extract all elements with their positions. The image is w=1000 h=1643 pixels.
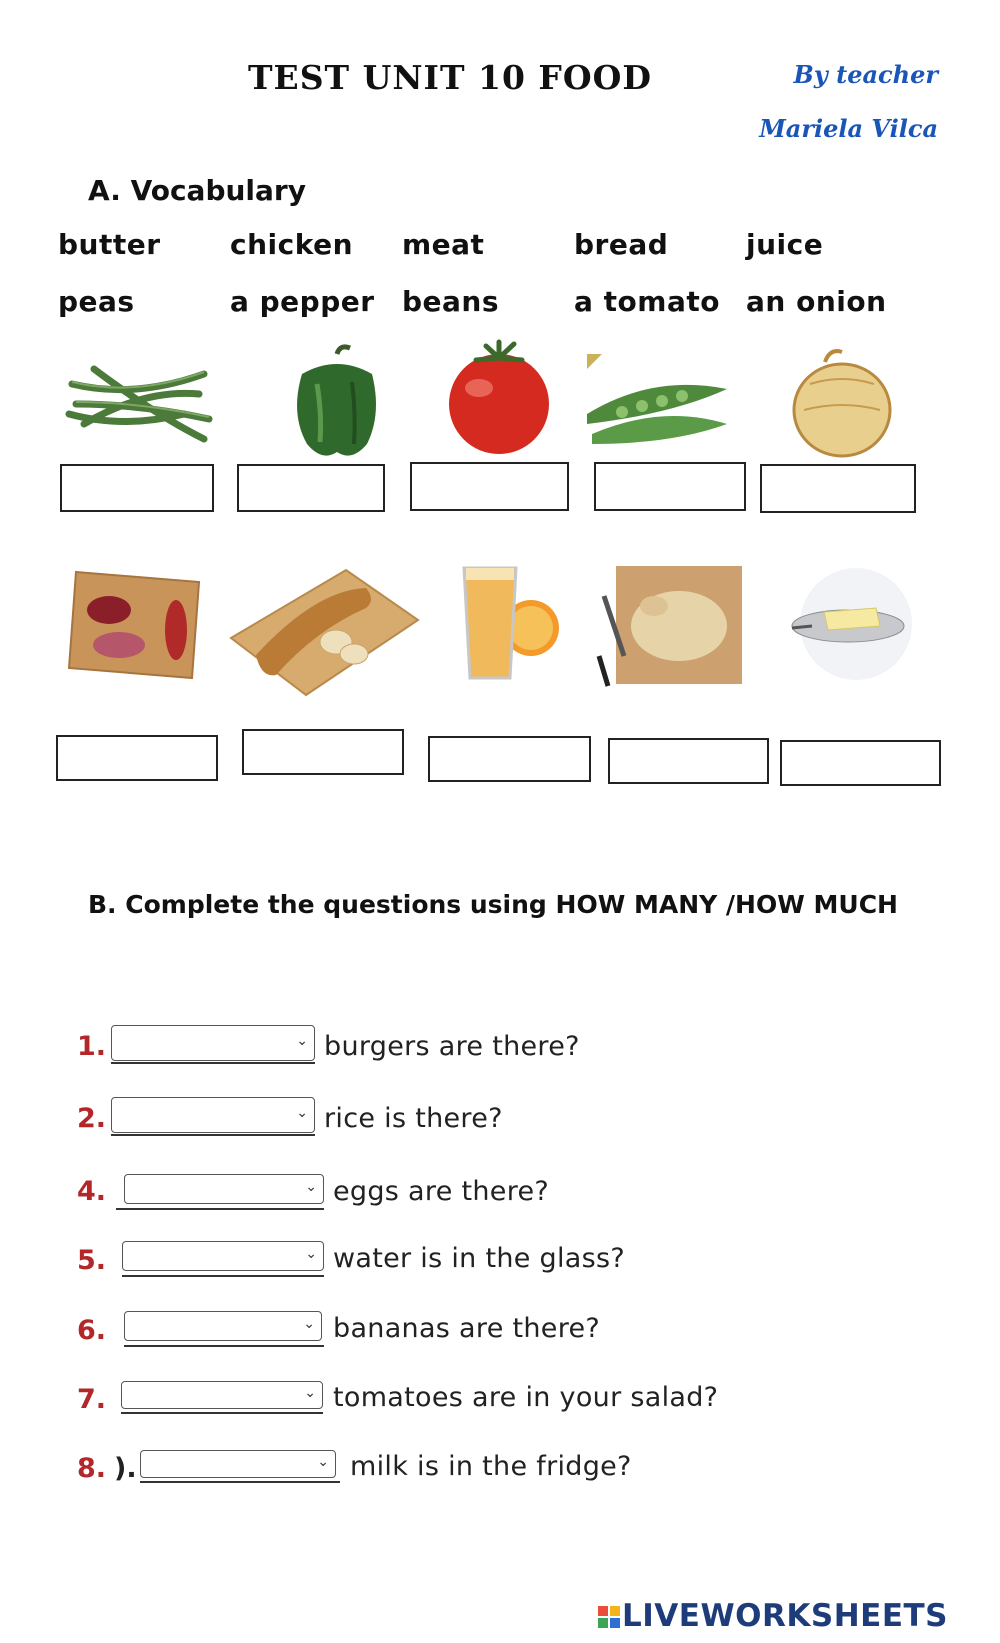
chicken-icon [594, 556, 744, 691]
question-number: 8. [77, 1453, 107, 1484]
bread-icon [226, 560, 422, 700]
question-text: rice is there? [324, 1103, 503, 1134]
answer-underline [111, 1062, 315, 1064]
word-a-pepper: a pepper [230, 285, 375, 318]
chevron-down-icon: ⌄ [317, 1454, 329, 1470]
answer-box-pepper[interactable] [237, 464, 385, 512]
word-peas: peas [58, 285, 135, 318]
word-meat: meat [402, 228, 485, 261]
word-an-onion: an onion [746, 285, 887, 318]
answer-underline [122, 1275, 324, 1277]
answer-dropdown-8[interactable] [140, 1450, 336, 1478]
answer-underline [124, 1345, 324, 1347]
chevron-down-icon: ⌄ [304, 1385, 316, 1401]
answer-box-butter[interactable] [780, 740, 941, 786]
author-line-2: Mariela Vilca [759, 114, 938, 143]
answer-box-juice[interactable] [428, 736, 591, 782]
word-butter: butter [58, 228, 161, 261]
question-text: tomatoes are in your salad? [333, 1382, 719, 1413]
question-text: milk is in the fridge? [350, 1451, 632, 1482]
question-number: 6. [77, 1315, 107, 1346]
answer-box-meat[interactable] [56, 735, 218, 781]
green-pepper-icon [262, 344, 412, 464]
question-text: bananas are there? [333, 1313, 601, 1344]
answer-box-onion[interactable] [760, 464, 916, 513]
answer-underline [116, 1208, 324, 1210]
tomato-icon [424, 338, 574, 458]
question-number: 1. [77, 1031, 107, 1062]
chevron-down-icon: ⌄ [296, 1033, 308, 1049]
author-line-1: By teacher [793, 60, 938, 89]
question-number: 2. [77, 1103, 107, 1134]
section-a-heading: A. Vocabulary [88, 174, 306, 207]
juice-icon [446, 560, 564, 690]
answer-dropdown-5[interactable] [122, 1241, 324, 1271]
answer-box-bread[interactable] [242, 729, 404, 775]
chevron-down-icon: ⌄ [305, 1246, 317, 1262]
answer-box-green-beans[interactable] [60, 464, 214, 512]
word-juice: juice [746, 228, 824, 261]
chevron-down-icon: ⌄ [303, 1316, 315, 1332]
answer-dropdown-4[interactable] [124, 1174, 324, 1204]
question-prefix: ). [114, 1453, 137, 1484]
meat-icon [64, 560, 204, 690]
liveworksheets-mark-icon [598, 1606, 620, 1628]
answer-dropdown-6[interactable] [124, 1311, 322, 1341]
word-chicken: chicken [230, 228, 354, 261]
section-b-heading: B. Complete the questions using HOW MANY /HOW MUCH [88, 890, 898, 919]
question-text: water is in the glass? [333, 1243, 625, 1274]
butter-icon [784, 564, 918, 684]
word-a-tomato: a tomato [574, 285, 720, 318]
answer-box-peas[interactable] [594, 462, 746, 511]
chevron-down-icon: ⌄ [305, 1179, 317, 1195]
logo-text: LIVEWORKSHEETS [622, 1598, 948, 1634]
question-number: 5. [77, 1245, 107, 1276]
answer-dropdown-7[interactable] [121, 1381, 323, 1409]
onion-icon [770, 344, 920, 464]
answer-underline [121, 1412, 323, 1414]
answer-dropdown-1[interactable] [111, 1025, 315, 1061]
answer-underline [140, 1481, 340, 1483]
answer-underline [111, 1134, 315, 1136]
question-text: burgers are there? [324, 1031, 580, 1062]
page-title: TEST UNIT 10 FOOD [248, 58, 652, 97]
answer-dropdown-2[interactable] [111, 1097, 315, 1133]
chevron-down-icon: ⌄ [296, 1105, 308, 1121]
liveworksheets-logo [598, 1598, 948, 1634]
word-beans: beans [402, 285, 500, 318]
answer-box-chicken[interactable] [608, 738, 769, 784]
word-bread: bread [574, 228, 669, 261]
peas-pod-icon [582, 344, 732, 464]
question-number: 4. [77, 1176, 107, 1207]
question-number: 7. [77, 1384, 107, 1415]
answer-box-tomato[interactable] [410, 462, 569, 511]
question-text: eggs are there? [333, 1176, 550, 1207]
green-beans-icon [64, 344, 214, 464]
